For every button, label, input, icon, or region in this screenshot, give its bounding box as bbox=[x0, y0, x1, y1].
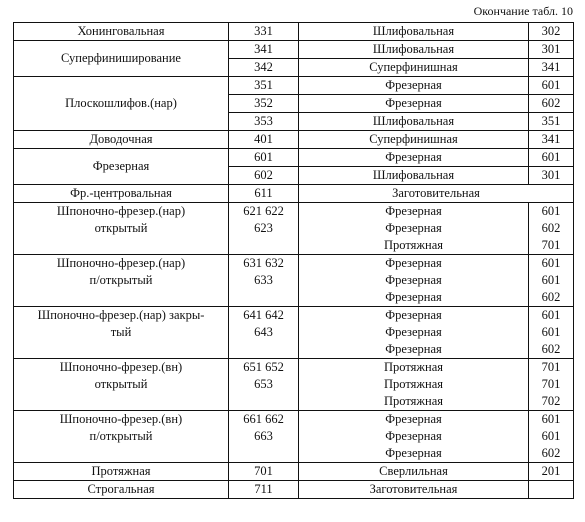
next-operation-name-line: Фрезерная bbox=[385, 290, 442, 304]
operation-code: 701 bbox=[229, 463, 299, 481]
operation-code: 601 bbox=[229, 149, 299, 167]
operation-name bbox=[14, 203, 229, 255]
operation-name bbox=[14, 255, 229, 307]
operation-code: 353 bbox=[229, 113, 299, 131]
operation-name-line: Шпоночно-фрезер.(нар) bbox=[56, 256, 186, 270]
next-operation-code bbox=[529, 307, 574, 359]
operation-name-line: тый bbox=[110, 325, 132, 339]
operation-code-line: 653 bbox=[254, 377, 273, 391]
next-operation-code-line: 602 bbox=[541, 221, 561, 235]
next-operation-code-line: 701 bbox=[541, 360, 561, 374]
next-operation-code: 301 bbox=[529, 167, 574, 185]
operation-code: 342 bbox=[229, 59, 299, 77]
next-operation-code: 341 bbox=[529, 59, 574, 77]
next-operation-name-line: Фрезерная bbox=[385, 429, 442, 443]
table-row bbox=[14, 149, 574, 167]
next-operation-name-line: Фрезерная bbox=[385, 342, 442, 356]
next-operation-code-line: 701 bbox=[541, 377, 561, 391]
operation-code-line: 643 bbox=[254, 325, 273, 339]
operation-name bbox=[14, 307, 229, 359]
next-operation-name: Шлифовальная bbox=[299, 113, 529, 131]
next-operation-code-line: 702 bbox=[541, 394, 561, 408]
next-operation-code-line: 601 bbox=[541, 273, 561, 287]
next-operation-name-line: Фрезерная bbox=[385, 325, 442, 339]
table-row bbox=[14, 131, 574, 149]
next-operation-code-line: 602 bbox=[541, 342, 561, 356]
next-operation-code: 602 bbox=[529, 95, 574, 113]
next-operation-name-line: Фрезерная bbox=[385, 446, 442, 460]
operation-code-line: 623 bbox=[254, 221, 273, 235]
operation-code bbox=[229, 359, 299, 411]
next-operation-code-line: 601 bbox=[541, 429, 561, 443]
next-operation-code: 351 bbox=[529, 113, 574, 131]
next-operation-name: Фрезерная bbox=[299, 149, 529, 167]
operation-code bbox=[229, 203, 299, 255]
operation-code: 401 bbox=[229, 131, 299, 149]
next-operation-code-line: 601 bbox=[541, 412, 561, 426]
operation-name: Доводочная bbox=[14, 131, 229, 149]
next-operation-code-line: 601 bbox=[541, 325, 561, 339]
operation-name-line: Шпоночно-фрезер.(нар) закры- bbox=[37, 308, 205, 322]
next-operation-name-line: Протяжная bbox=[383, 360, 444, 374]
table-row bbox=[14, 41, 574, 59]
table-row bbox=[14, 203, 574, 255]
next-operation-code bbox=[529, 481, 574, 499]
next-operation-code-line: 601 bbox=[541, 308, 561, 322]
operation-code-line: 651 652 bbox=[243, 360, 284, 374]
next-operation-name-line: Протяжная bbox=[383, 377, 444, 391]
next-operation-name: Шлифовальная bbox=[299, 23, 529, 41]
operation-name bbox=[14, 411, 229, 463]
operation-name: Хонинговальная bbox=[14, 23, 229, 41]
next-operation-name bbox=[299, 307, 529, 359]
next-operation-name bbox=[299, 255, 529, 307]
table-row bbox=[14, 359, 574, 411]
operation-code: 602 bbox=[229, 167, 299, 185]
next-operation-name: Шлифовальная bbox=[299, 167, 529, 185]
operation-code-line: 633 bbox=[254, 273, 273, 287]
table-row bbox=[14, 307, 574, 359]
next-operation-name-line: Фрезерная bbox=[385, 273, 442, 287]
next-operation-code-line: 602 bbox=[541, 446, 561, 460]
next-operation-code-line: 701 bbox=[541, 238, 561, 252]
next-operation-code: 301 bbox=[529, 41, 574, 59]
operation-name: Фрезерная bbox=[14, 149, 229, 185]
operation-code-line: 663 bbox=[254, 429, 273, 443]
next-operation-name-line: Фрезерная bbox=[385, 221, 442, 235]
next-operation-code bbox=[529, 359, 574, 411]
next-operation-name: Сверлильная bbox=[299, 463, 529, 481]
operation-name-line: п/открытый bbox=[89, 273, 153, 287]
operation-code bbox=[229, 411, 299, 463]
next-operation-name-line: Фрезерная bbox=[385, 204, 442, 218]
next-operation-code: 601 bbox=[529, 149, 574, 167]
operation-code-line: 641 642 bbox=[243, 308, 284, 322]
operation-code-line: 621 622 bbox=[243, 204, 284, 218]
next-operation-code bbox=[529, 411, 574, 463]
table-row bbox=[14, 23, 574, 41]
next-operation-name: Суперфинишная bbox=[299, 131, 529, 149]
next-operation-code: 341 bbox=[529, 131, 574, 149]
next-operation-code: 201 bbox=[529, 463, 574, 481]
table-row bbox=[14, 463, 574, 481]
operation-code: 351 bbox=[229, 77, 299, 95]
next-operation-name-line: Фрезерная bbox=[385, 412, 442, 426]
next-operation-name-line: Фрезерная bbox=[385, 308, 442, 322]
operation-code bbox=[229, 307, 299, 359]
operation-name-line: Шпоночно-фрезер.(вн) bbox=[59, 412, 183, 426]
table-row bbox=[14, 77, 574, 95]
next-operation-name: Шлифовальная bbox=[299, 41, 529, 59]
next-operation-name bbox=[299, 203, 529, 255]
operation-code: 331 bbox=[229, 23, 299, 41]
operation-code: 352 bbox=[229, 95, 299, 113]
table-caption: Окончание табл. 10 bbox=[473, 4, 573, 18]
operation-name-line: Шпоночно-фрезер.(нар) bbox=[56, 204, 186, 218]
next-operation-name bbox=[299, 359, 529, 411]
next-operation-code-line: 602 bbox=[541, 290, 561, 304]
next-operation-name-line: Протяжная bbox=[383, 394, 444, 408]
operation-name-line: п/открытый bbox=[89, 429, 153, 443]
next-operation-name-line: Протяжная bbox=[383, 238, 444, 252]
operation-code: 341 bbox=[229, 41, 299, 59]
operation-code-line: 631 632 bbox=[243, 256, 284, 270]
operation-name: Плоскошлифов.(нар) bbox=[14, 77, 229, 131]
operation-code bbox=[229, 255, 299, 307]
operation-name: Фр.-центровальная bbox=[14, 185, 229, 203]
operation-code: 711 bbox=[229, 481, 299, 499]
next-operation-name: Суперфинишная bbox=[299, 59, 529, 77]
next-operation-code-line: 601 bbox=[541, 256, 561, 270]
table-row bbox=[14, 411, 574, 463]
operation-name-line: открытый bbox=[94, 377, 148, 391]
table-row bbox=[14, 255, 574, 307]
table-row bbox=[14, 481, 574, 499]
operation-name: Строгальная bbox=[14, 481, 229, 499]
next-operation-name: Фрезерная bbox=[299, 95, 529, 113]
next-operation-name bbox=[299, 411, 529, 463]
next-operation-name-line: Фрезерная bbox=[385, 256, 442, 270]
operations-table bbox=[13, 22, 574, 499]
next-operation-code bbox=[529, 255, 574, 307]
next-operation-code: 302 bbox=[529, 23, 574, 41]
table-row bbox=[14, 185, 574, 203]
operation-name bbox=[14, 359, 229, 411]
operation-code-line: 661 662 bbox=[243, 412, 284, 426]
next-operation-name: Заготовительная bbox=[299, 481, 529, 499]
operation-name: Протяжная bbox=[14, 463, 229, 481]
next-operation-code bbox=[529, 203, 574, 255]
operation-name-line: Шпоночно-фрезер.(вн) bbox=[59, 360, 183, 374]
next-operation-code-line: 601 bbox=[541, 204, 561, 218]
operation-code: 611 bbox=[229, 185, 299, 203]
next-operation-name: Фрезерная bbox=[299, 77, 529, 95]
operation-name-line: открытый bbox=[94, 221, 148, 235]
next-operation-name: Заготовительная bbox=[299, 185, 574, 203]
next-operation-code: 601 bbox=[529, 77, 574, 95]
operation-name: Суперфиниширование bbox=[14, 41, 229, 77]
